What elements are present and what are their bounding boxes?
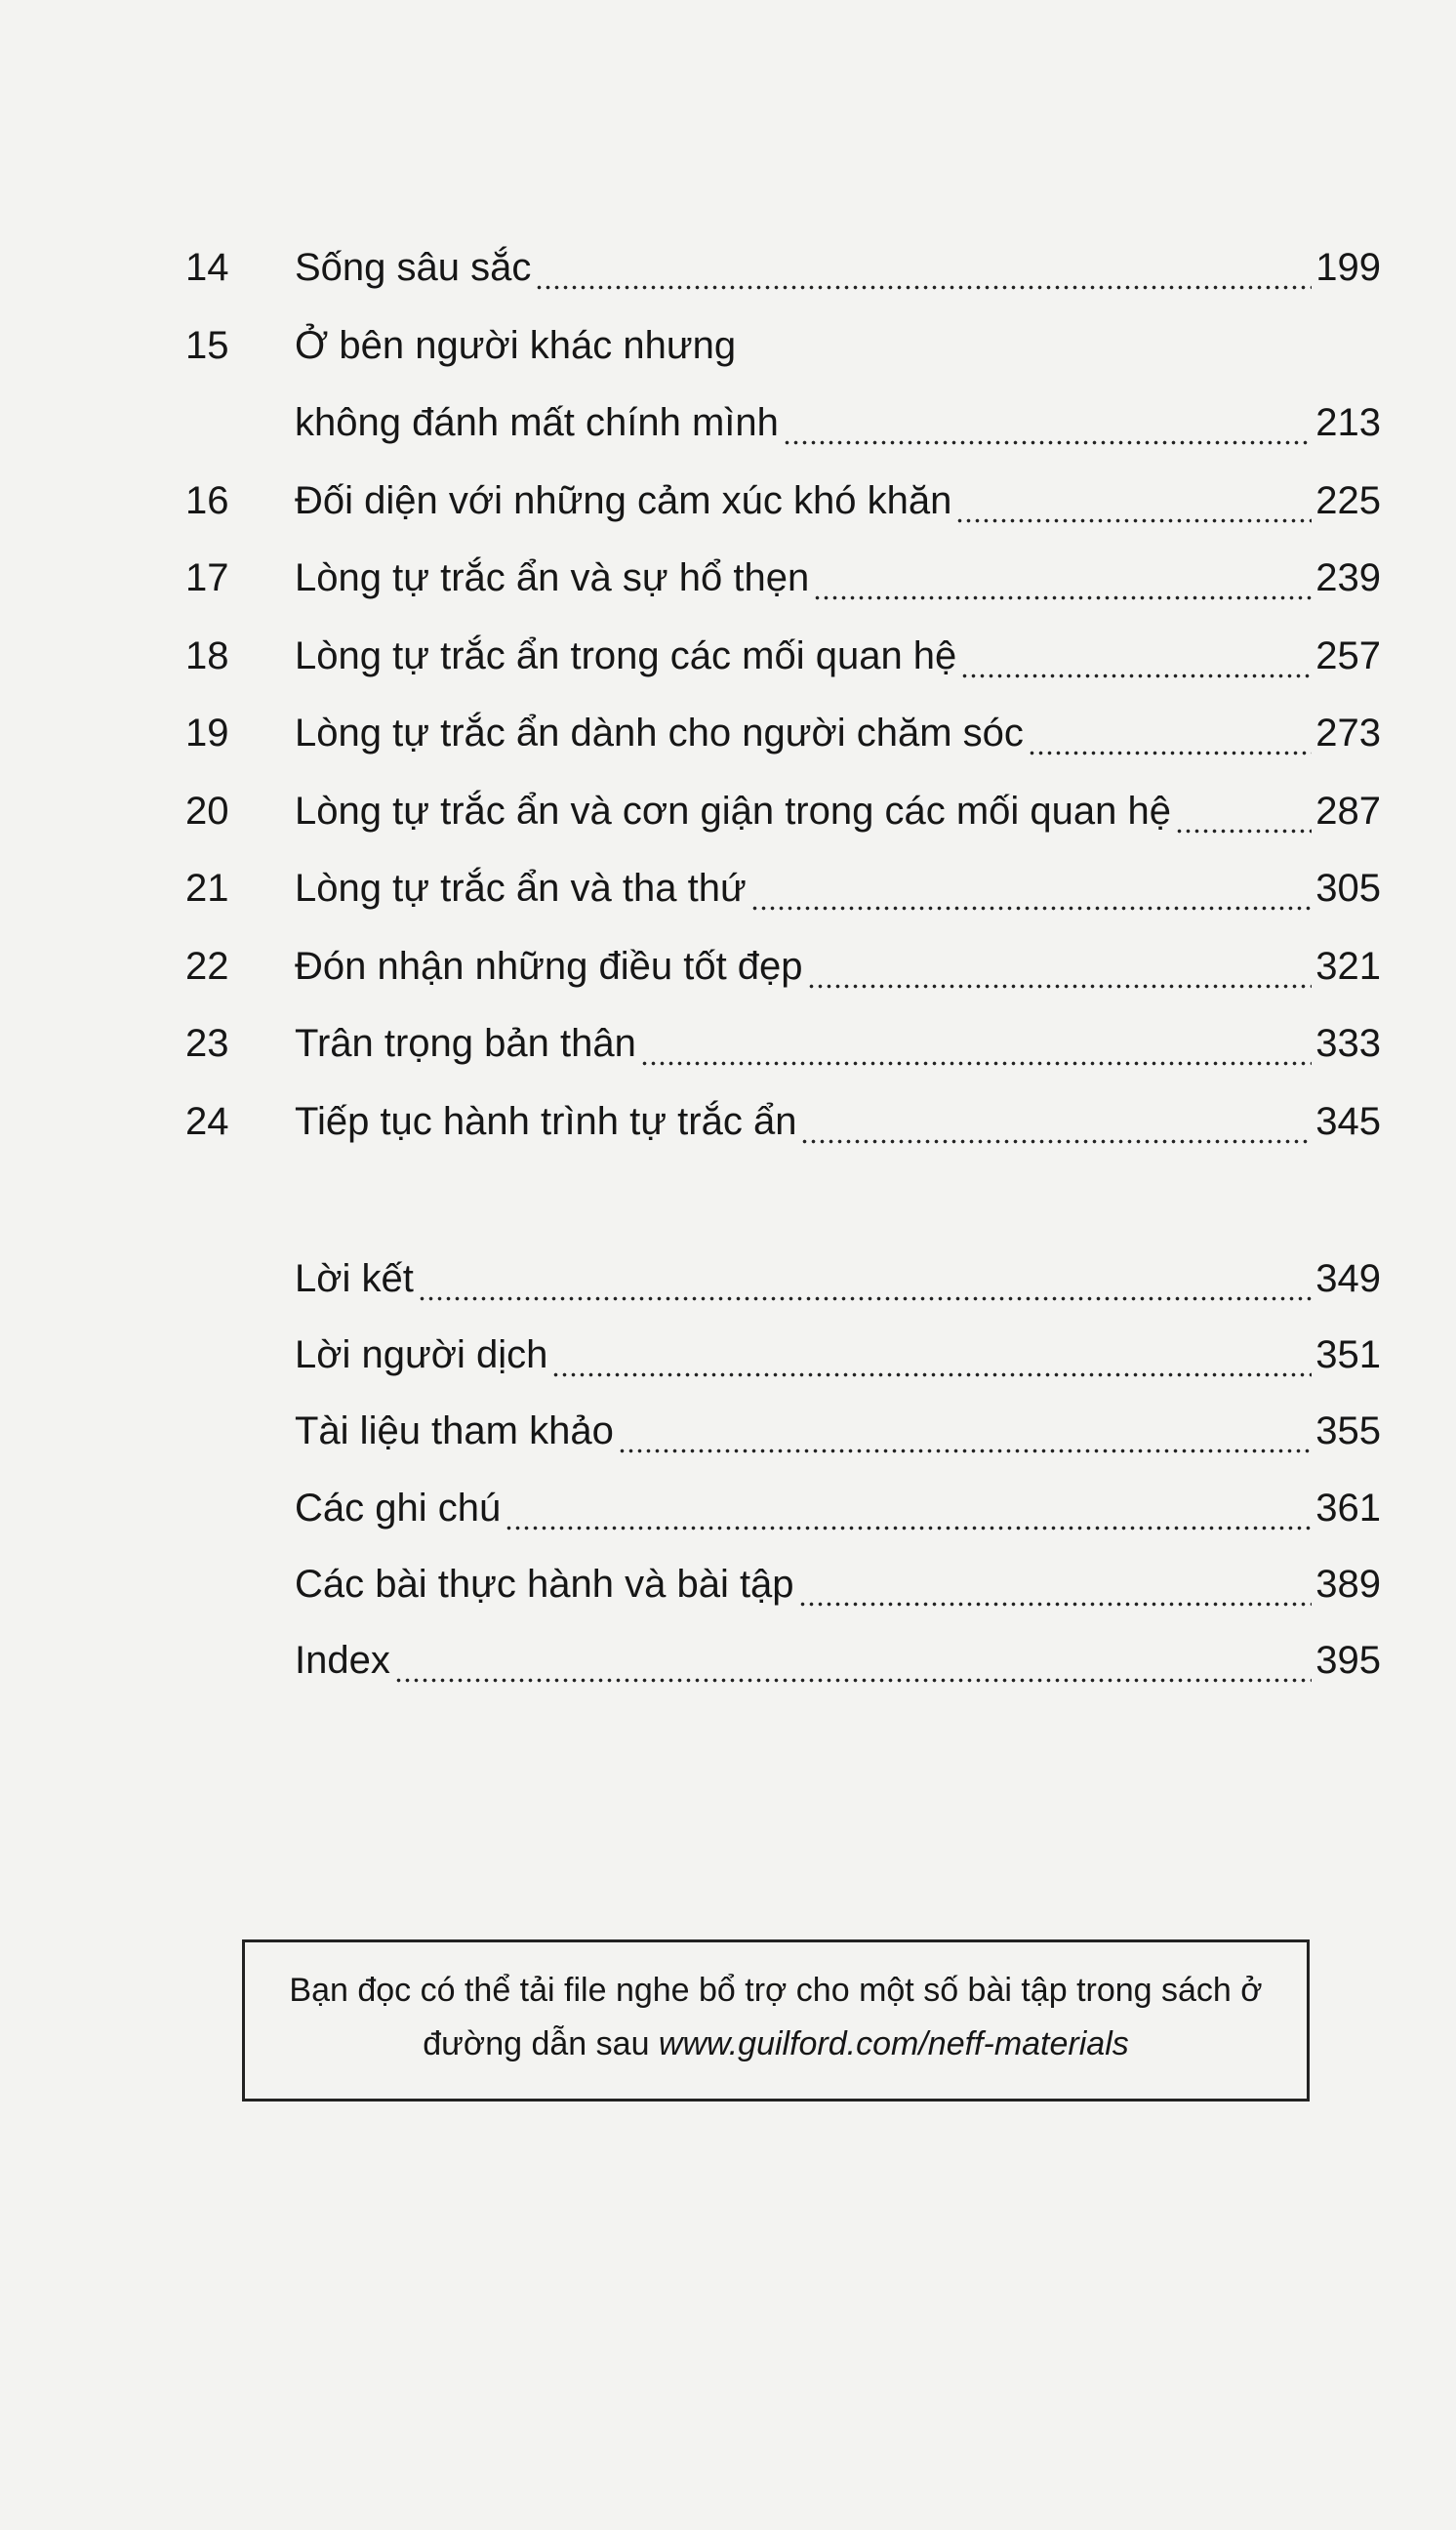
note-line-1: Bạn đọc có thể tải file nghe bổ trợ cho một số bài tập trong sách ở (289, 1972, 1263, 2009)
dot-leader (1175, 782, 1312, 840)
page-number: 389 (1315, 1562, 1381, 1606)
chapter-number: 21 (185, 867, 229, 910)
toc-entry (185, 549, 1381, 607)
page-number: 355 (1315, 1409, 1381, 1453)
toc-entry (185, 1249, 1381, 1308)
chapter-number: 19 (185, 712, 229, 755)
page-number: 361 (1315, 1486, 1381, 1530)
toc-entry (185, 1014, 1381, 1073)
page-number: 351 (1315, 1333, 1381, 1377)
dot-leader (807, 937, 1313, 996)
entry-title: Các ghi chú (295, 1486, 502, 1530)
chapter-number: 15 (185, 323, 229, 367)
materials-link[interactable]: www.guilford.com/neff-materials (658, 2025, 1129, 2062)
dot-leader (640, 1014, 1312, 1073)
page-number: 395 (1315, 1639, 1381, 1682)
toc-entry (185, 1092, 1381, 1151)
toc-entry (185, 1631, 1381, 1690)
toc-entry (185, 1326, 1381, 1384)
dot-leader (394, 1631, 1312, 1690)
audio-download-note (242, 1939, 1310, 2102)
entry-title: Tài liệu tham khảo (295, 1409, 614, 1453)
toc-entry (185, 393, 1381, 452)
toc-entry (185, 1402, 1381, 1460)
dot-leader (505, 1479, 1312, 1537)
entry-title: không đánh mất chính mình (295, 401, 779, 444)
toc-entry (185, 238, 1381, 297)
page-number: 305 (1315, 867, 1381, 910)
dot-leader (418, 1249, 1312, 1308)
dot-leader (618, 1402, 1312, 1460)
entry-title: Lòng tự trắc ẩn và tha thứ (295, 867, 747, 910)
toc-entry (185, 704, 1381, 762)
page-number: 239 (1315, 556, 1381, 599)
dot-leader (960, 627, 1312, 685)
dot-leader (551, 1326, 1312, 1384)
toc-entry (185, 782, 1381, 840)
page-number: 321 (1315, 944, 1381, 988)
entry-title: Lời người dịch (295, 1333, 548, 1377)
dot-leader (1028, 704, 1312, 762)
entry-title: Lòng tự trắc ẩn trong các mối quan hệ (295, 633, 957, 677)
dot-leader (783, 393, 1312, 452)
page-number: 273 (1315, 712, 1381, 755)
chapter-number: 16 (185, 478, 229, 522)
page-number: 199 (1315, 246, 1381, 289)
chapter-number: 22 (185, 944, 229, 988)
entry-title: Lòng tự trắc ẩn và cơn giận trong các mối quan hệ (295, 789, 1171, 833)
entry-title: Ở bên người khác nhưng (295, 323, 737, 367)
toc-entry (185, 1479, 1381, 1537)
chapter-number: 23 (185, 1022, 229, 1065)
page-number: 257 (1315, 633, 1381, 677)
page-number: 345 (1315, 1099, 1381, 1143)
entry-title: Lời kết (295, 1257, 414, 1300)
toc-entry (185, 859, 1381, 918)
note-line-2 (245, 2018, 1307, 2071)
dot-leader (750, 859, 1313, 918)
page-number: 287 (1315, 789, 1381, 833)
chapter-number: 24 (185, 1099, 229, 1143)
chapter-number: 14 (185, 246, 229, 289)
entry-title: Đón nhận những điều tốt đẹp (295, 944, 803, 988)
entry-title: Đối diện với những cảm xúc khó khăn (295, 478, 952, 522)
chapter-number: 18 (185, 633, 229, 677)
page-number: 333 (1315, 1022, 1381, 1065)
toc-entry (185, 471, 1381, 530)
chapter-number: 20 (185, 789, 229, 833)
toc-entry (185, 316, 1381, 375)
entry-title: Các bài thực hành và bài tập (295, 1562, 794, 1606)
entry-title: Tiếp tục hành trình tự trắc ẩn (295, 1099, 797, 1143)
toc-entry (185, 1555, 1381, 1613)
entry-title: Index (295, 1639, 390, 1682)
dot-leader (955, 471, 1312, 530)
toc-entry (185, 937, 1381, 996)
note-prefix: đường dẫn sau (423, 2025, 659, 2062)
dot-leader (800, 1092, 1312, 1151)
dot-leader (535, 238, 1312, 297)
entry-title: Sống sâu sắc (295, 246, 532, 289)
page-number: 225 (1315, 478, 1381, 522)
page-number: 213 (1315, 401, 1381, 444)
entry-title: Lòng tự trắc ẩn dành cho người chăm sóc (295, 712, 1024, 755)
entry-title: Trân trọng bản thân (295, 1022, 636, 1065)
dot-leader (813, 549, 1312, 607)
chapter-number: 17 (185, 556, 229, 599)
toc-entry (185, 627, 1381, 685)
page-number: 349 (1315, 1257, 1381, 1300)
dot-leader (798, 1555, 1313, 1613)
entry-title: Lòng tự trắc ẩn và sự hổ thẹn (295, 556, 810, 599)
